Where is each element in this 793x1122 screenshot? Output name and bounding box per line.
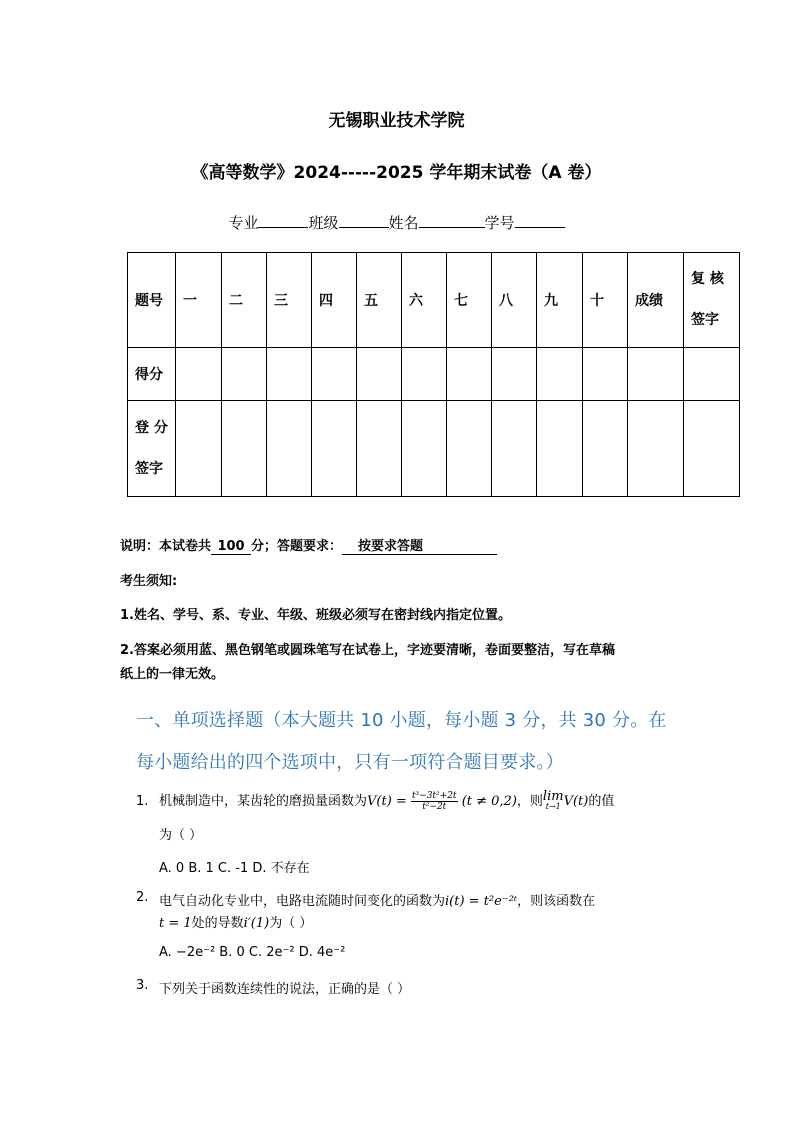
name-blank[interactable]	[419, 213, 485, 228]
question-number: 3.	[136, 978, 149, 993]
q1-text-a: 机械制造中，某齿轮的磨损量函数为	[159, 794, 368, 809]
sign-cell[interactable]	[357, 401, 402, 497]
q1-function: V(t) =	[367, 794, 407, 809]
q1-line2: 为（ ）	[159, 828, 203, 843]
class-blank[interactable]	[339, 213, 389, 228]
question-2	[136, 890, 696, 970]
notice-rule-1: 1.姓名、学号、系、专业、年级、班级必须写在密封线内指定位置。	[120, 608, 511, 623]
field-name-label: 姓名	[388, 214, 419, 232]
question-1	[136, 790, 696, 900]
q1-condition: (t ≠ 0,2)	[461, 794, 517, 809]
cell-q10: 十	[583, 253, 628, 348]
cell-q5: 五	[357, 253, 402, 348]
q1-text-b: ，则	[516, 794, 543, 809]
total-score-value: 100	[211, 539, 251, 555]
major-blank[interactable]	[258, 213, 308, 228]
cell-record-sign-label	[128, 401, 176, 497]
score-cell[interactable]	[176, 348, 222, 401]
review-line1: 复 核	[691, 271, 724, 287]
review-line2: 签字	[691, 312, 719, 328]
score-cell[interactable]	[312, 348, 357, 401]
sign-cell[interactable]	[222, 401, 267, 497]
q3-text: 下列关于函数连续性的说法，正确的是（ ）	[159, 982, 411, 997]
sign-cell[interactable]	[684, 401, 740, 497]
score-cell[interactable]	[583, 348, 628, 401]
q1-lim-word: lim	[542, 788, 564, 804]
cell-q1: 一	[176, 253, 222, 348]
cell-q2: 二	[222, 253, 267, 348]
score-table	[127, 252, 740, 497]
table-sign-row	[128, 401, 740, 497]
q1-frac-den: t²−2t	[422, 802, 447, 812]
score-cell[interactable]	[447, 348, 492, 401]
q2-text-b: ，则该函数在	[517, 894, 596, 909]
score-cell[interactable]	[684, 348, 740, 401]
q2-point: t = 1	[159, 916, 192, 931]
q2-text-a: 电气自动化专业中，电路电流随时间变化的函数为	[159, 894, 446, 909]
q1-text-c: 的值	[588, 794, 615, 809]
section-heading-line2: 每小题给出的四个选项中，只有一项符合题目要求。）	[136, 752, 564, 773]
question-3	[136, 978, 696, 1002]
cell-q8: 八	[492, 253, 537, 348]
table-header-row	[128, 253, 740, 348]
total-prefix: 说明：本试卷共	[120, 539, 212, 554]
q1-fraction	[411, 791, 458, 812]
cell-q4: 四	[312, 253, 357, 348]
field-class-label: 班级	[308, 214, 339, 232]
student-info-line	[0, 212, 793, 233]
exam-description	[120, 535, 497, 555]
sign-cell[interactable]	[447, 401, 492, 497]
cell-q6: 六	[402, 253, 447, 348]
q1-lim-expr: V(t)	[563, 794, 589, 809]
q2-line2-b: 为（ ）	[269, 916, 313, 931]
field-id-label: 学号	[484, 214, 515, 232]
answer-requirement: 按要求答题	[342, 535, 497, 555]
cell-q7: 七	[447, 253, 492, 348]
sign-cell[interactable]	[267, 401, 312, 497]
q1-frac-num: t³−3t²+2t	[411, 791, 457, 801]
cell-question-number-label: 题号	[128, 253, 176, 348]
field-major-label: 专业	[228, 214, 259, 232]
score-cell[interactable]	[492, 348, 537, 401]
score-cell[interactable]	[628, 348, 684, 401]
score-cell[interactable]	[537, 348, 583, 401]
sign-cell[interactable]	[537, 401, 583, 497]
sign-cell[interactable]	[402, 401, 447, 497]
cell-q3: 三	[267, 253, 312, 348]
sign-cell[interactable]	[312, 401, 357, 497]
sign-cell[interactable]	[176, 401, 222, 497]
question-number: 2.	[136, 890, 149, 905]
score-cell[interactable]	[267, 348, 312, 401]
section-heading-line1: 一、单项选择题（本大题共 10 小题，每小题 3 分，共 30 分。在	[136, 710, 667, 731]
q2-line2-a: 处的导数	[191, 916, 244, 931]
notice-title: 考生须知:	[120, 574, 178, 589]
record-line2: 签字	[135, 460, 163, 477]
table-score-row	[128, 348, 740, 401]
cell-total-label: 成绩	[628, 253, 684, 348]
notice-rule-2-line2: 纸上的一律无效。	[120, 667, 225, 682]
q1-lim-sub: t→1	[545, 801, 561, 811]
sign-cell[interactable]	[628, 401, 684, 497]
school-name: 无锡职业技术学院	[328, 111, 465, 131]
q2-derivative: i′(1)	[243, 916, 270, 931]
notice-rule-2-line1: 2.答案必须用蓝、黑色钢笔或圆珠笔写在试卷上，字迹要清晰，卷面要整洁，写在草稿	[120, 643, 615, 658]
cell-q9: 九	[537, 253, 583, 348]
cell-review-sign-label	[684, 253, 740, 348]
total-suffix: 分；答题要求：	[251, 539, 343, 554]
q2-options: A. −2e⁻² B. 0 C. 2e⁻² D. 4e⁻²	[159, 945, 346, 960]
sign-cell[interactable]	[583, 401, 628, 497]
id-blank[interactable]	[515, 213, 565, 228]
score-cell[interactable]	[402, 348, 447, 401]
q1-options: A. 0 B. 1 C. -1 D. 不存在	[159, 861, 310, 876]
record-line1: 登 分	[135, 419, 168, 436]
question-number: 1.	[136, 794, 149, 809]
exam-title: 《高等数学》2024-----2025 学年期末试卷（A 卷）	[191, 163, 602, 183]
score-cell[interactable]	[357, 348, 402, 401]
q1-limit	[542, 788, 564, 812]
score-cell[interactable]	[222, 348, 267, 401]
cell-score-label: 得分	[128, 348, 176, 401]
sign-cell[interactable]	[492, 401, 537, 497]
q2-function: i(t) = t²e⁻²ᵗ	[445, 894, 518, 909]
